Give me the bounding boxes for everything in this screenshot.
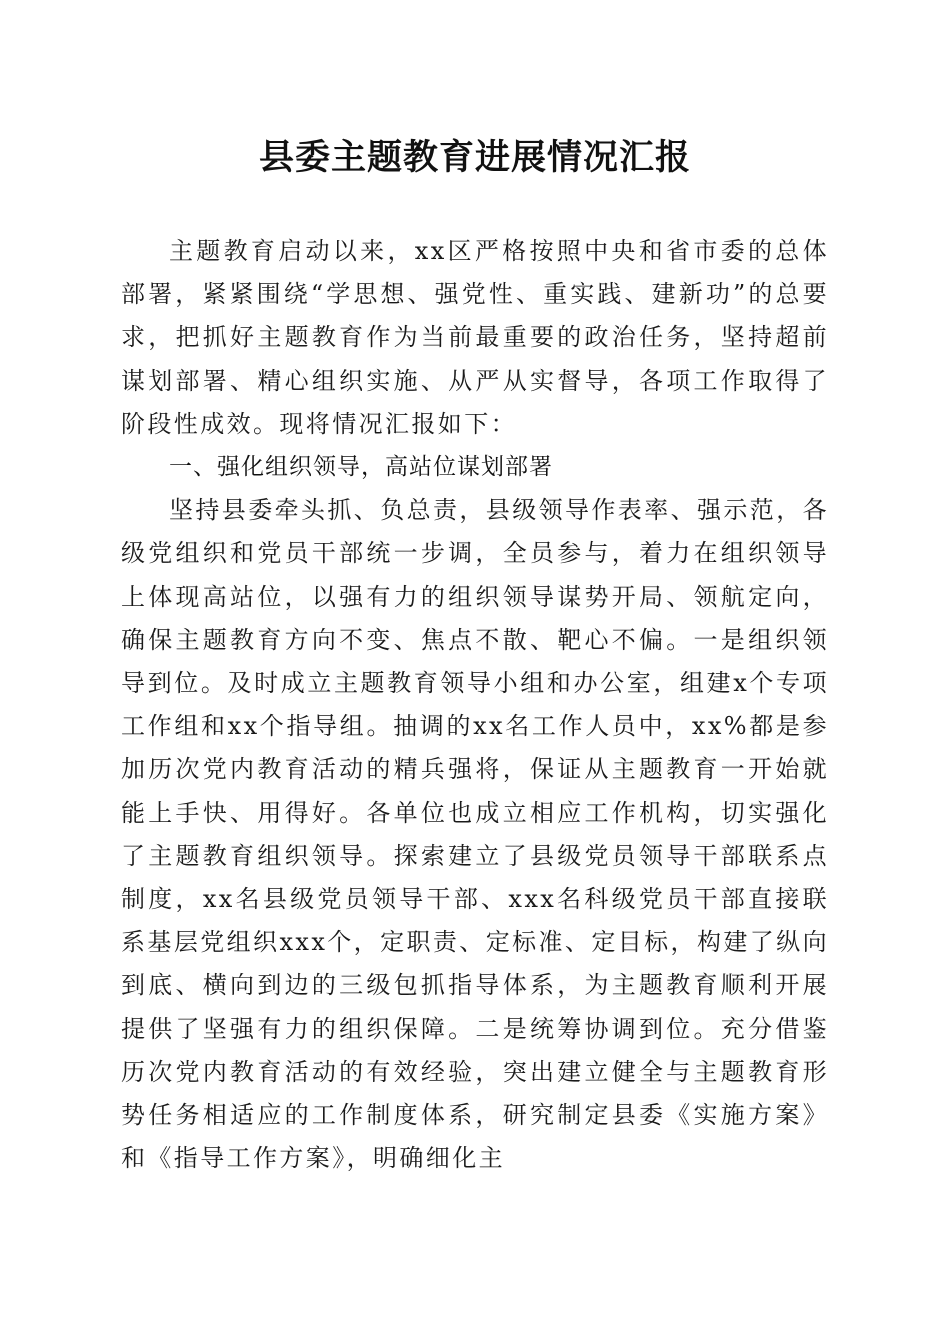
intro-paragraph: 主题教育启动以来，xx区严格按照中央和省市委的总体部署，紧紧围绕“学思想、强党性、重实践、建新功”的总要求，把抓好主题教育作为当前最重要的政治任务，坚持超前谋划部署、精心组织实施、从严从实督导，各项工作取得了阶段性成效。现将情况汇报如下： [121,237,829,438]
document-body [121,230,829,1180]
section-1-paragraph: 坚持县委牵头抓、负总责，县级领导作表率、强示范，各级党组织和党员干部统一步调，全员参与，着力在组织领导上体现高站位，以强有力的组织领导谋势开局、领航定向，确保主题教育方向不变、焦点不散、靶心不偏。一是组织领导到位。及时成立主题教育领导小组和办公室，组建x个专项工作组和xx个指导组。抽调的xx名工作人员中，xx%都是参加历次党内教育活动的精兵强将，保证从主题教育一开始就能上手快、用得好。各单位也成立相应工作机构，切实强化了主题教育组织领导。探索建立了县级党员领导干部联系点制度，xx名县级党员领导干部、xxx名科级党员干部直接联系基层党组织xxx个，定职责、定标准、定目标，构建了纵向到底、横向到边的三级包抓指导体系，为主题教育顺利开展提供了坚强有力的组织保障。二是统筹协调到位。充分借鉴历次党内教育活动的有效经验，突出建立健全与主题教育形势任务相适应的工作制度体系，研究制定县委《实施方案》和《指导工作方案》，明确细化主 [121,496,829,1173]
document-title: 县委主题教育进展情况汇报 [258,137,691,178]
section-heading-1: 一、强化组织领导，高站位谋划部署 [169,454,553,481]
